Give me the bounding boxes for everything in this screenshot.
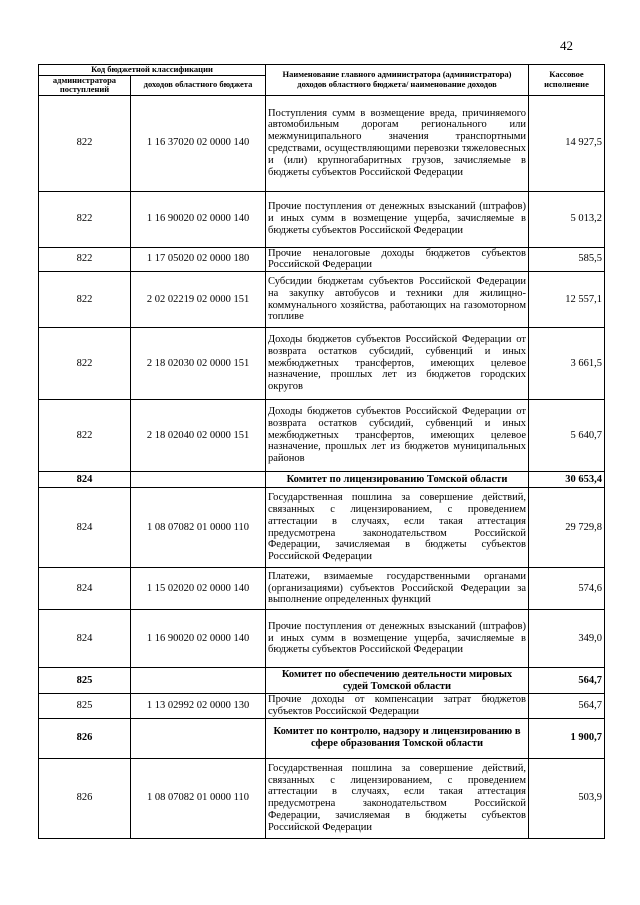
income-name-cell: Субсидии бюджетам субъектов Российской Федерации на закупку автобусов и техники для жилищно-коммунального хозяйства, работающих на газомоторном топливе	[266, 272, 529, 328]
header-admin: администратора поступлений	[39, 75, 131, 95]
admin-code-cell: 824	[39, 488, 131, 568]
table-row	[39, 400, 605, 472]
section-heading-row	[39, 668, 605, 694]
amount-cell: 14 927,5	[529, 95, 605, 191]
admin-code-cell: 825	[39, 694, 131, 719]
income-name-cell: Государственная пошлина за совершение действий, связанных с лицензированием, с проведением аттестации в случаях, если такая аттестация предусмотрена законодательством Российской Федерации, зачисляемая в бюджеты субъектов Российской Федерации	[266, 758, 529, 838]
admin-code-cell: 824	[39, 568, 131, 610]
table-row	[39, 191, 605, 247]
header-classification: Код бюджетной классификации	[39, 65, 266, 76]
amount-cell: 574,6	[529, 568, 605, 610]
income-name-cell: Государственная пошлина за совершение действий, связанных с лицензированием, с проведением аттестации в случаях, если такая аттестация предусмотрена законодательством Российской Федерации, зачисляемая в бюджеты субъектов Российской Федерации	[266, 488, 529, 568]
income-code-cell: 1 17 05020 02 0000 180	[131, 247, 266, 272]
admin-code-cell: 822	[39, 272, 131, 328]
admin-code-cell: 824	[39, 610, 131, 668]
income-name-cell: Комитет по контролю, надзору и лицензированию в сфере образования Томской области	[266, 718, 529, 758]
income-code-cell: 2 18 02030 02 0000 151	[131, 328, 266, 400]
income-code-cell	[131, 668, 266, 694]
income-name-cell: Платежи, взимаемые государственными органами (организациями) субъектов Российской Федерации за выполнение определенных функций	[266, 568, 529, 610]
header-name: Наименование главного администратора (администратора) доходов областного бюджета/ наименование доходов	[266, 65, 529, 96]
table-row	[39, 328, 605, 400]
income-name-cell: Прочие неналоговые доходы бюджетов субъектов Российской Федерации	[266, 247, 529, 272]
amount-cell: 564,7	[529, 668, 605, 694]
income-name-cell: Комитет по обеспечению деятельности мировых судей Томской области	[266, 668, 529, 694]
budget-table	[38, 64, 605, 839]
amount-cell: 5 013,2	[529, 191, 605, 247]
income-name-cell: Комитет по лицензированию Томской области	[266, 472, 529, 488]
income-name-cell: Поступления сумм в возмещение вреда, причиняемого автомобильным дорогам регионального или межмуниципального значения транспортными средствами, осуществляющими перевозки тяжеловесных и (или) крупногабаритных грузов, зачисляемые в бюджеты субъектов Российской Федерации	[266, 95, 529, 191]
amount-cell: 503,9	[529, 758, 605, 838]
amount-cell: 5 640,7	[529, 400, 605, 472]
header-income: доходов областного бюджета	[131, 75, 266, 95]
amount-cell: 349,0	[529, 610, 605, 668]
admin-code-cell: 822	[39, 191, 131, 247]
table-row	[39, 272, 605, 328]
amount-cell: 3 661,5	[529, 328, 605, 400]
amount-cell: 1 900,7	[529, 718, 605, 758]
amount-cell: 585,5	[529, 247, 605, 272]
table-row	[39, 610, 605, 668]
page-number: 42	[560, 38, 573, 53]
income-code-cell: 1 08 07082 01 0000 110	[131, 758, 266, 838]
table-row	[39, 758, 605, 838]
income-name-cell: Прочие доходы от компенсации затрат бюджетов субъектов Российской Федерации	[266, 694, 529, 719]
amount-cell: 564,7	[529, 694, 605, 719]
income-code-cell: 1 16 90020 02 0000 140	[131, 610, 266, 668]
income-name-cell: Доходы бюджетов субъектов Российской Федерации от возврата остатков субсидий, субвенций и иных межбюджетных трансфертов, имеющих целевое назначение, прошлых лет из бюджетов городских округов	[266, 328, 529, 400]
amount-cell: 29 729,8	[529, 488, 605, 568]
income-name-cell: Прочие поступления от денежных взысканий (штрафов) и иных сумм в возмещение ущерба, зачисляемые в бюджеты субъектов Российской Федерации	[266, 191, 529, 247]
admin-code-cell: 822	[39, 247, 131, 272]
section-heading-row	[39, 472, 605, 488]
income-code-cell: 1 08 07082 01 0000 110	[131, 488, 266, 568]
table-row	[39, 694, 605, 719]
amount-cell: 30 653,4	[529, 472, 605, 488]
admin-code-cell: 826	[39, 718, 131, 758]
admin-code-cell: 822	[39, 95, 131, 191]
table-body	[39, 95, 605, 838]
income-code-cell: 1 13 02992 02 0000 130	[131, 694, 266, 719]
income-code-cell	[131, 472, 266, 488]
income-code-cell: 2 02 02219 02 0000 151	[131, 272, 266, 328]
table-row	[39, 488, 605, 568]
table-row	[39, 568, 605, 610]
admin-code-cell: 824	[39, 472, 131, 488]
header-row-1	[39, 65, 605, 76]
income-code-cell: 1 16 37020 02 0000 140	[131, 95, 266, 191]
amount-cell: 12 557,1	[529, 272, 605, 328]
table-row	[39, 95, 605, 191]
income-code-cell: 1 16 90020 02 0000 140	[131, 191, 266, 247]
section-heading-row	[39, 718, 605, 758]
admin-code-cell: 825	[39, 668, 131, 694]
income-code-cell: 1 15 02020 02 0000 140	[131, 568, 266, 610]
admin-code-cell: 826	[39, 758, 131, 838]
income-name-cell: Прочие поступления от денежных взысканий (штрафов) и иных сумм в возмещение ущерба, зачисляемые в бюджеты субъектов Российской Федерации	[266, 610, 529, 668]
income-code-cell: 2 18 02040 02 0000 151	[131, 400, 266, 472]
table-row	[39, 247, 605, 272]
admin-code-cell: 822	[39, 400, 131, 472]
income-code-cell	[131, 718, 266, 758]
admin-code-cell: 822	[39, 328, 131, 400]
header-amount: Кассовое исполнение	[529, 65, 605, 96]
income-name-cell: Доходы бюджетов субъектов Российской Федерации от возврата остатков субсидий, субвенций и иных межбюджетных трансфертов, имеющих целевое назначение, прошлых лет из бюджетов муниципальных районов	[266, 400, 529, 472]
